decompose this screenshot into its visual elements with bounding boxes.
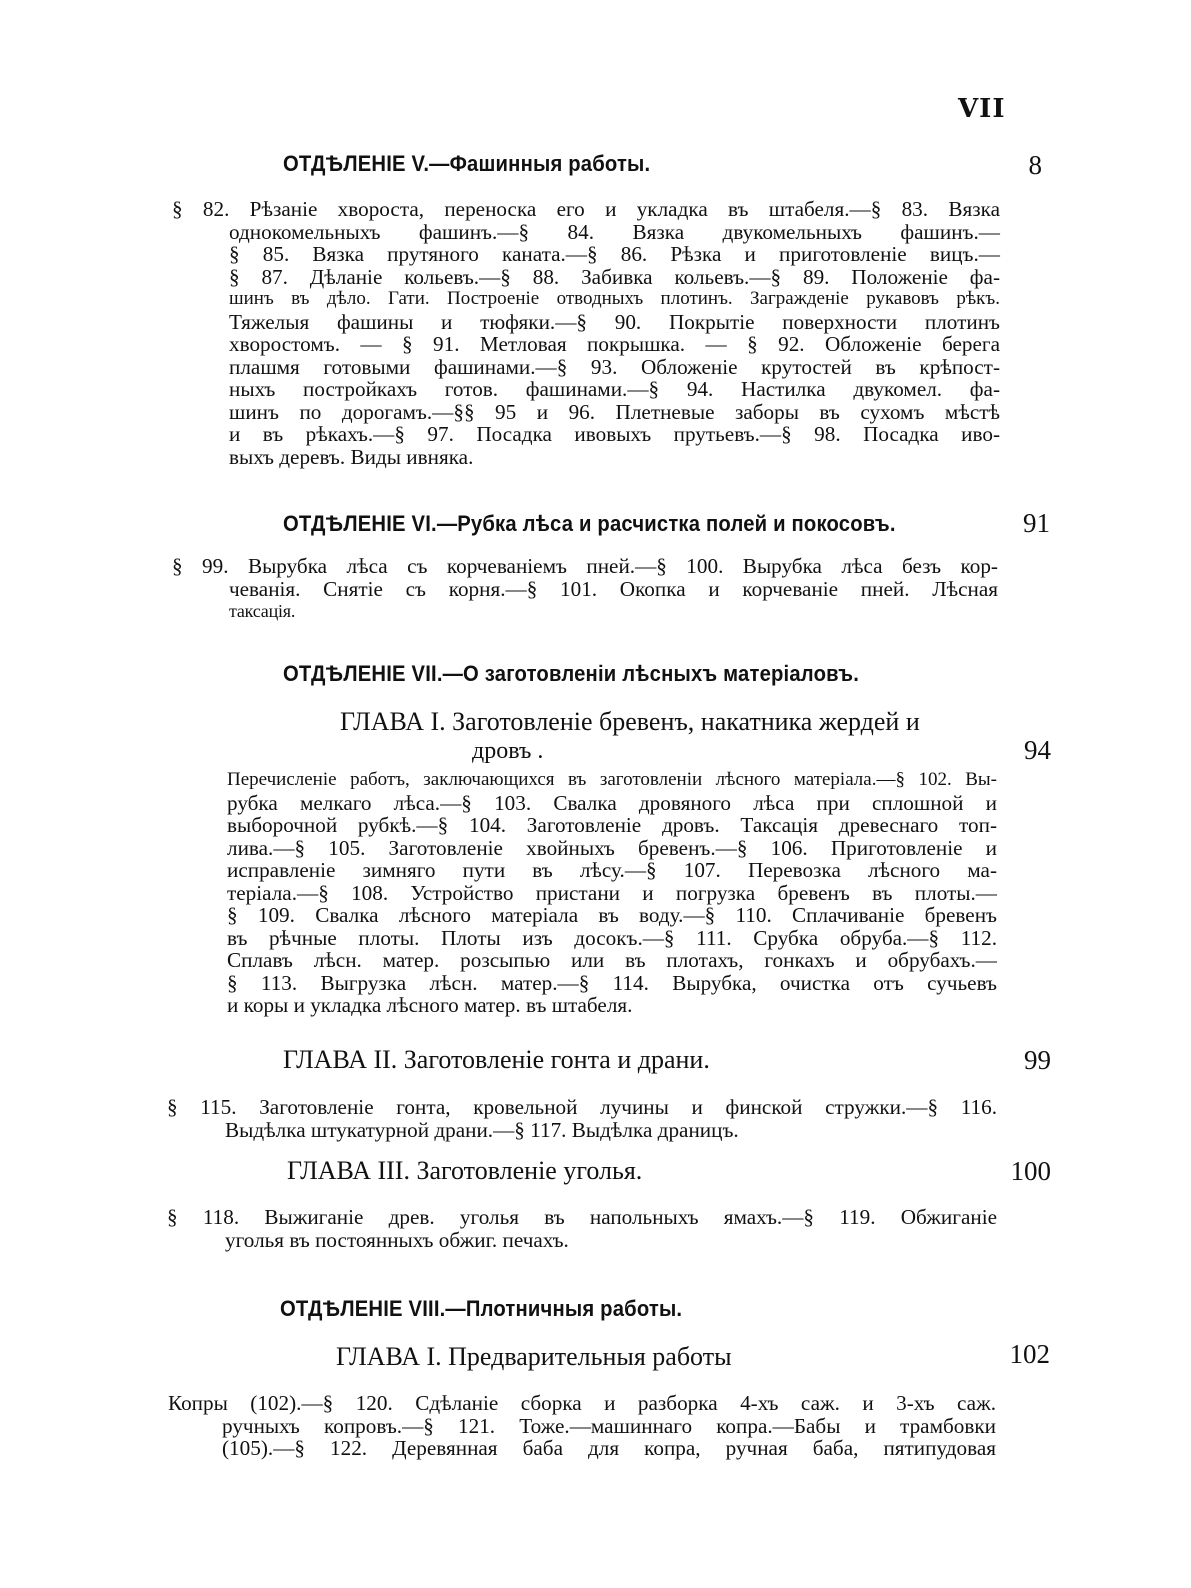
contents-line: чеванія. Снятіе съ корня.—§ 101. Окопка и корчеваніе пней. Лѣсная	[229, 576, 998, 601]
contents-line: ныхъ постройкахъ готов. фашинами.—§ 94. Настилка двукомел. фа-	[229, 377, 1000, 401]
contents-line: исправленіе зимняго пути въ лѣсу.—§ 107. Перевозка лѣсного ма-	[227, 858, 997, 882]
contents-line: Перечисленіе работъ, заключающихся въ заготовленіи лѣсного матеріала.—§ 102. Вы-	[227, 769, 997, 790]
contents-line: плашмя готовыми фашинами.—§ 93. Обложеніе крутостей въ крѣпост-	[229, 354, 1000, 379]
page-number: 8	[1028, 150, 1042, 180]
contents-line: и въ рѣкахъ.—§ 97. Посадка ивовыхъ прутьевъ.—§ 98. Посадка иво-	[229, 422, 1000, 446]
contents-line: (105).—§ 122. Деревянная баба для копра, ручная баба, пятипудовая	[222, 1436, 996, 1460]
contents-line: § 115. Заготовленіе гонта, кровельной лучины и финской стружки.—§ 116.	[167, 1095, 997, 1119]
contents-line: ручныхъ копровъ.—§ 121. Тоже.—машиннаго копра.—Бабы и трамбовки	[222, 1413, 996, 1438]
chapter-contents	[167, 1096, 997, 1141]
page-number: 99	[1024, 1045, 1051, 1075]
folio: VII	[958, 94, 1006, 124]
contents-line: теріала.—§ 108. Устройство пристани и погрузка бревенъ въ плоты.—	[227, 880, 997, 905]
section-title: ОТДѢЛЕНІЕ VII.—О заготовленіи лѣсныхъ матеріаловъ.	[283, 661, 860, 686]
contents-line: шинъ въ дѣло. Гати. Построеніе отводныхъ плотинъ. Загражденіе рукавовъ рѣкъ.	[229, 288, 1000, 309]
section-contents	[172, 198, 1000, 468]
section-title: ОТДѢЛЕНІЕ VI.—Рубка лѣса и расчистка полей и покосовъ.	[283, 511, 896, 536]
section-title: ОТДѢЛЕНІЕ VIII.—Плотничныя работы.	[280, 1296, 683, 1321]
page-number: 94	[1024, 735, 1051, 765]
page-number: 102	[1009, 1339, 1050, 1369]
contents-line: хворостомъ. — § 91. Метловая покрышка. — § 92. Обложеніе берега	[229, 332, 1000, 356]
contents-line: § 82. Рѣзаніе хвороста, переноска его и укладка въ штабеля.—§ 83. Вязка	[172, 197, 1000, 221]
contents-line: выборочной рубкѣ.—§ 104. Заготовленіе дровъ. Таксація древеснаго топ-	[227, 813, 997, 837]
contents-line: Сплавъ лѣсн. матер. розсыпью или въ плотахъ, гонкахъ и обрубахъ.—	[227, 948, 997, 972]
section-contents	[172, 555, 998, 623]
section-title: ОТДѢЛЕНІЕ V.—Фашинныя работы.	[283, 151, 651, 176]
contents-line: Тяжелыя фашины и тюфяки.—§ 90. Покрытіе поверхности плотинъ	[229, 309, 1000, 334]
contents-line: таксація.	[229, 601, 296, 621]
chapter-contents	[168, 1392, 996, 1460]
contents-line: рубка мелкаго лѣса.—§ 103. Свалка дровяного лѣса при сплошной и	[227, 790, 997, 815]
contents-line: § 118. Выжиганіе древ. уголья въ напольныхъ ямахъ.—§ 119. Обжиганіе	[167, 1205, 997, 1229]
contents-line: Выдѣлка штукатурной драни.—§ 117. Выдѣлка драницъ.	[225, 1117, 739, 1142]
contents-line: Копры (102).—§ 120. Сдѣланіе сборка и разборка 4-хъ саж. и 3-хъ саж.	[168, 1391, 996, 1415]
chapter-title: ГЛАВА II. Заготовленіе гонта и драни.	[283, 1045, 710, 1074]
contents-line: выхъ деревъ. Виды ивняка.	[229, 444, 474, 469]
contents-line: § 87. Дѣланіе кольевъ.—§ 88. Забивка кольевъ.—§ 89. Положеніе фа-	[229, 264, 1000, 289]
chapter-title: ГЛАВА III. Заготовленіе уголья.	[287, 1156, 643, 1185]
contents-line: однокомельныхъ фашинъ.—§ 84. Вязка двукомельныхъ фашинъ.—	[229, 219, 1000, 244]
contents-line: уголья въ постоянныхъ обжиг. печахъ.	[225, 1227, 569, 1252]
chapter-title: ГЛАВА I. Предварительныя работы	[336, 1342, 732, 1371]
chapter-title: дровъ .	[472, 738, 544, 764]
contents-line: лива.—§ 105. Заготовленіе хвойныхъ бревенъ.—§ 106. Приготовленіе и	[227, 835, 997, 860]
chapter-title: ГЛАВА I. Заготовленіе бревенъ, накатника жердей и	[340, 707, 920, 736]
page-number: 100	[1010, 1156, 1051, 1186]
contents-line: шинъ по дорогамъ.—§§ 95 и 96. Плетневые заборы въ сухомъ мѣстѣ	[229, 399, 1000, 424]
contents-line: § 99. Вырубка лѣса съ корчеваніемъ пней.—§ 100. Вырубка лѣса безъ кор-	[172, 554, 998, 578]
contents-line: § 113. Выгрузка лѣсн. матер.—§ 114. Вырубка, очистка отъ сучьевъ	[227, 970, 997, 995]
page-number: 91	[1023, 508, 1050, 538]
chapter-contents	[227, 769, 997, 1017]
contents-line: § 85. Вязка прутяного каната.—§ 86. Рѣзка и приготовленіе вицъ.—	[229, 242, 1000, 266]
contents-line: § 109. Свалка лѣсного матеріала въ воду.—§ 110. Сплачиваніе бревенъ	[227, 903, 997, 927]
contents-line: и коры и укладка лѣсного матер. въ штабеля.	[227, 993, 633, 1017]
contents-line: въ рѣчные плоты. Плоты изъ досокъ.—§ 111. Срубка обруба.—§ 112.	[227, 925, 997, 950]
chapter-contents	[167, 1206, 997, 1251]
